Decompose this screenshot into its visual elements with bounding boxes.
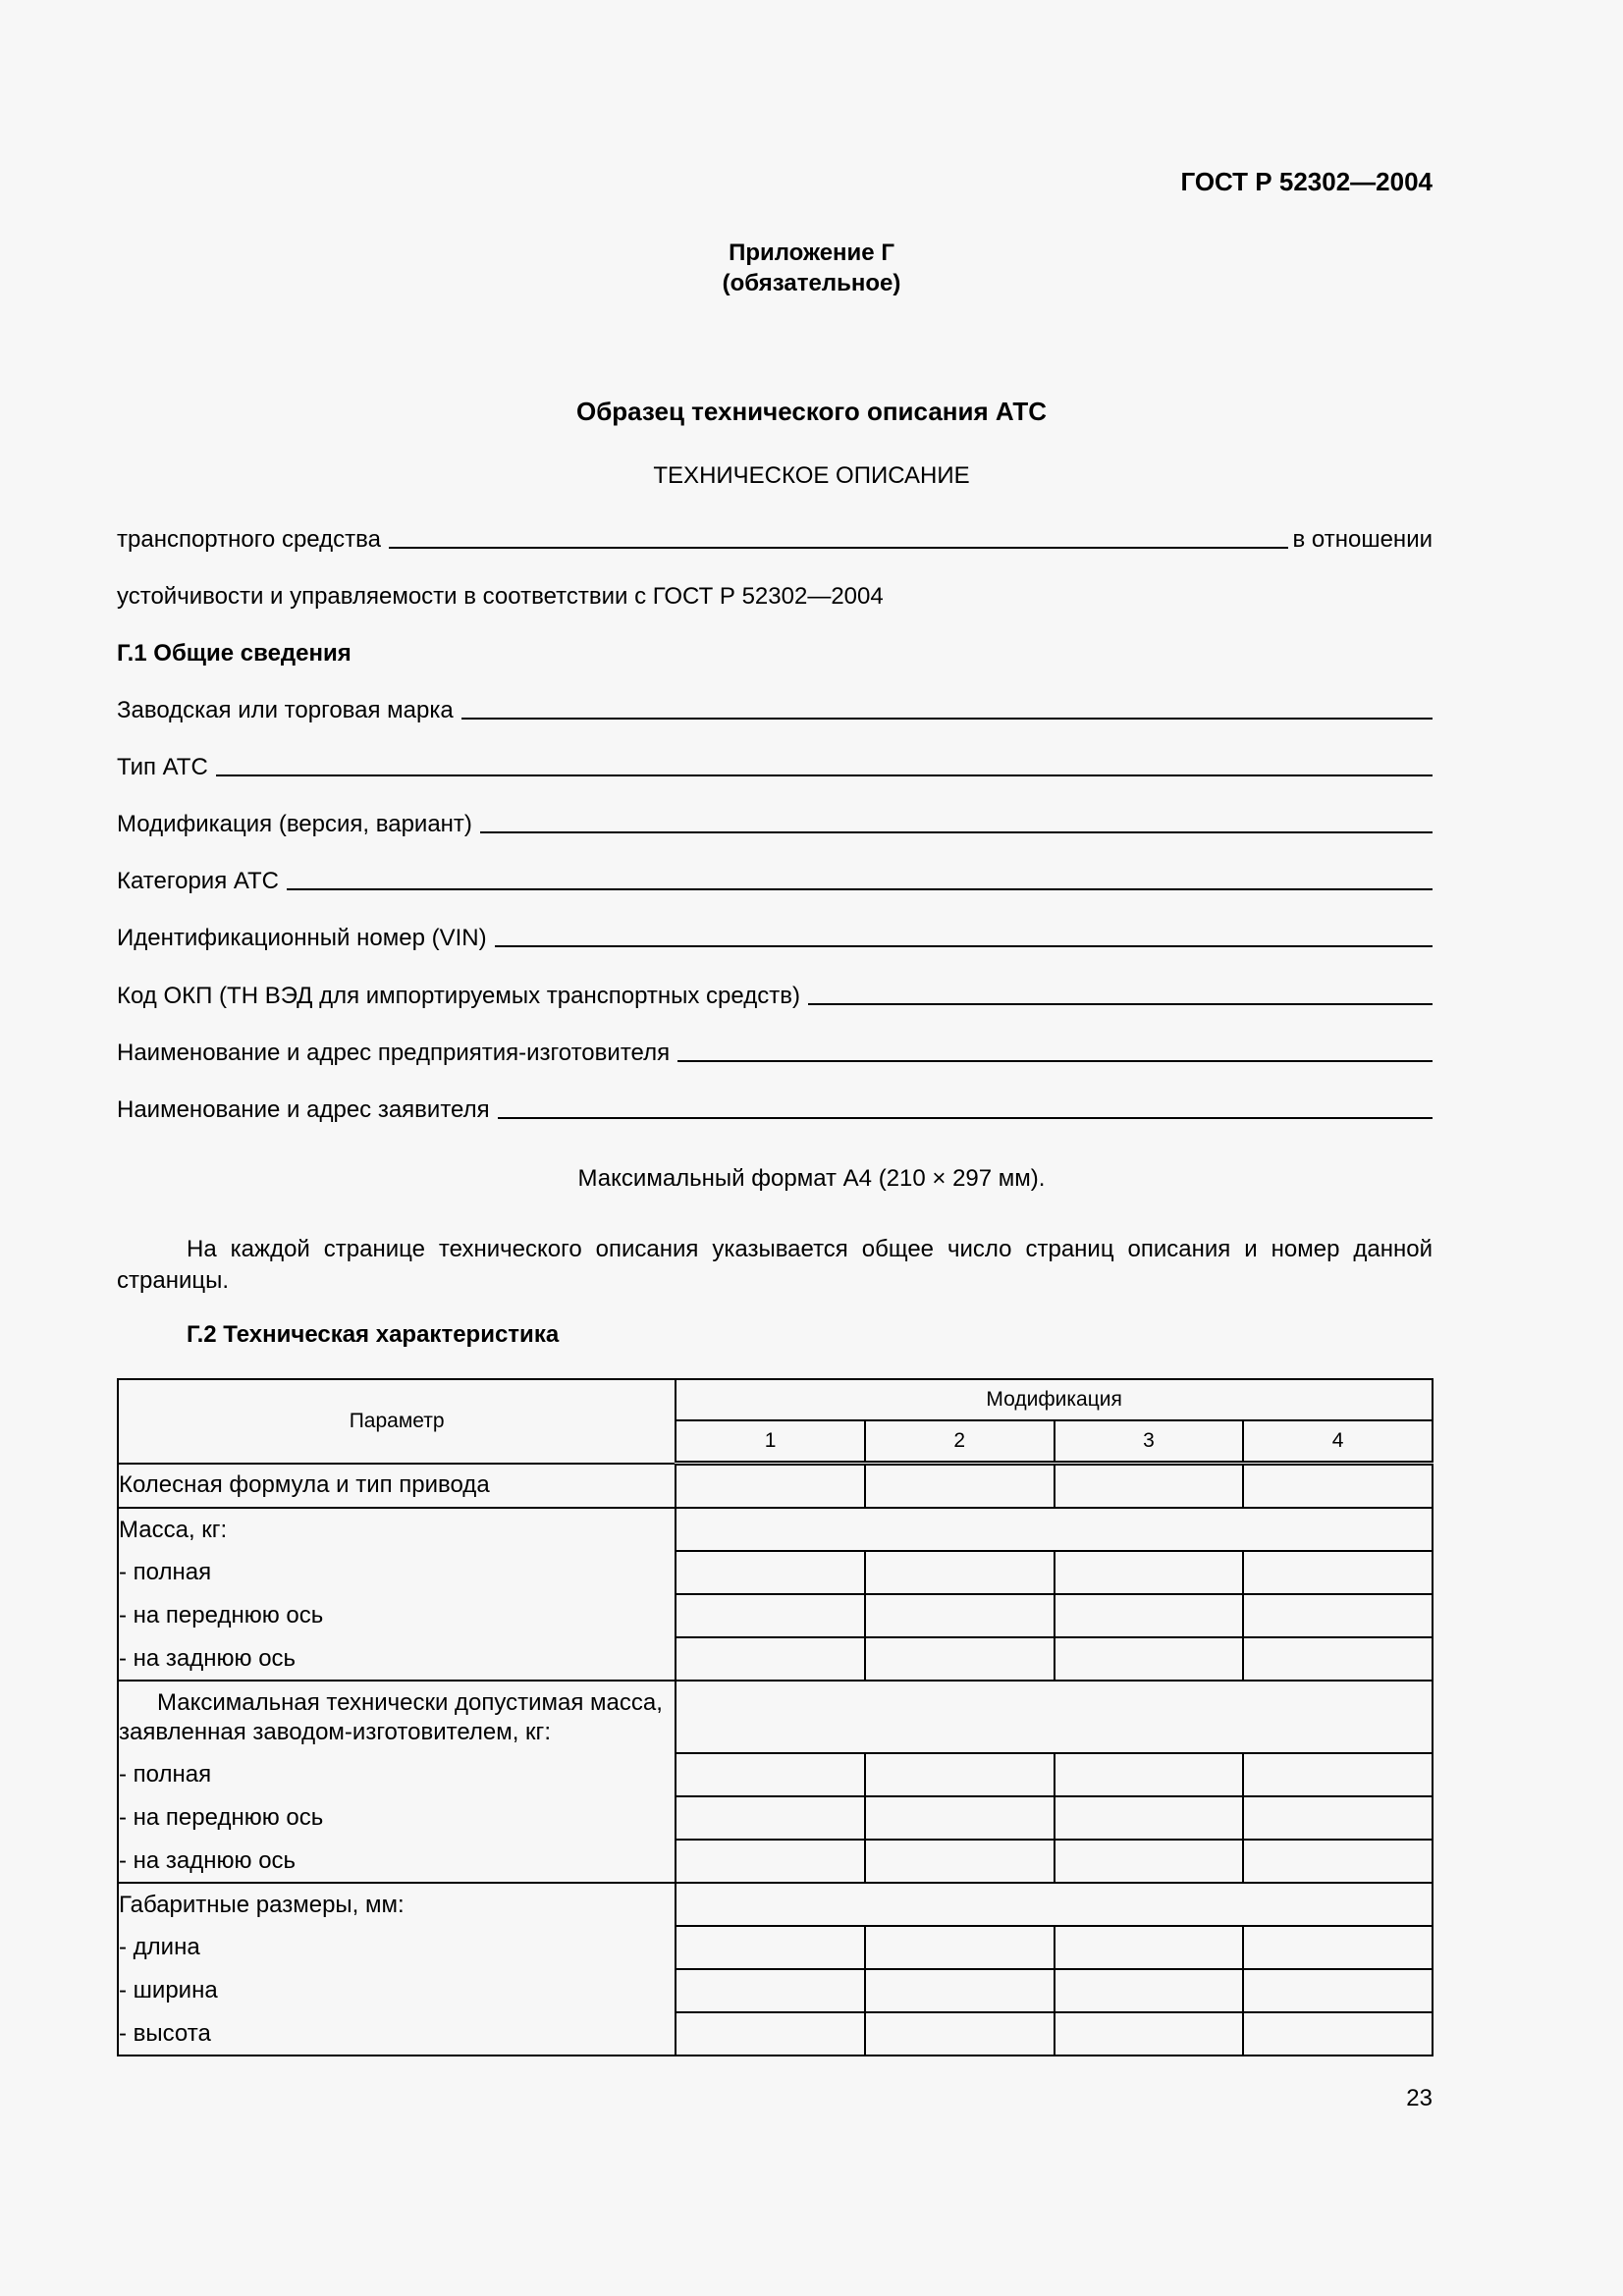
- blank-field[interactable]: [498, 1116, 1433, 1119]
- row-label: - длина: [118, 1926, 676, 1969]
- value-cell[interactable]: [1243, 1464, 1433, 1509]
- mod-column-header: 1: [676, 1420, 865, 1464]
- blank-field[interactable]: [808, 1002, 1433, 1005]
- format-note: Максимальный формат А4 (210 × 297 мм).: [577, 1165, 1046, 1192]
- row-label: - высота: [118, 2012, 676, 2056]
- field-applicant: [117, 1091, 1433, 1124]
- value-cell[interactable]: [865, 1969, 1055, 2012]
- value-cell[interactable]: [676, 1464, 865, 1509]
- vehicle-blank-field[interactable]: [389, 546, 1288, 549]
- value-cell[interactable]: [1243, 1637, 1433, 1681]
- field-label: Код ОКП (ТН ВЭД для импортируемых транспортных средств): [117, 983, 800, 1009]
- appendix-heading: [0, 238, 1623, 298]
- field-okp-code: [117, 977, 1433, 1010]
- field-vin: [117, 919, 1433, 952]
- appendix-title: Приложение Г: [729, 240, 894, 266]
- field-label: Наименование и адрес предприятия-изготовителя: [117, 1040, 671, 1066]
- field-modification: [117, 805, 1433, 838]
- blank-field[interactable]: [480, 830, 1433, 833]
- document-code: ГОСТ Р 52302—2004: [1180, 167, 1433, 196]
- field-manufacturer: [117, 1034, 1433, 1067]
- value-cell[interactable]: [1055, 2012, 1244, 2056]
- mod-column-header: 3: [1055, 1420, 1244, 1464]
- section-2-heading: Г.2 Техническая характеристика: [187, 1321, 560, 1348]
- table-row: [118, 1464, 1433, 1509]
- value-cell[interactable]: [676, 1753, 865, 1796]
- mod-column-header: 2: [865, 1420, 1055, 1464]
- value-cell[interactable]: [676, 1926, 865, 1969]
- sample-title: Образец технического описания АТС: [575, 397, 1048, 426]
- table-row: [118, 1969, 1433, 2012]
- value-cell[interactable]: [865, 1594, 1055, 1637]
- value-cell[interactable]: [1243, 1753, 1433, 1796]
- table-row: [118, 1594, 1433, 1637]
- mod-column-header: 4: [1243, 1420, 1433, 1464]
- field-label: Заводская или торговая марка: [117, 697, 454, 723]
- value-cell[interactable]: [1055, 1840, 1244, 1883]
- row-label: Габаритные размеры, мм:: [118, 1883, 676, 1926]
- value-cell[interactable]: [1055, 1753, 1244, 1796]
- value-cell[interactable]: [1055, 1926, 1244, 1969]
- value-cell[interactable]: [865, 1551, 1055, 1594]
- row-label: - на заднюю ось: [118, 1637, 676, 1681]
- value-cell[interactable]: [676, 2012, 865, 2056]
- intro-line-2: устойчивости и управляемости в соответствии с ГОСТ Р 52302—2004: [117, 583, 884, 610]
- field-label: Идентификационный номер (VIN): [117, 925, 487, 951]
- value-cell[interactable]: [865, 2012, 1055, 2056]
- value-cell[interactable]: [865, 1753, 1055, 1796]
- intro-line: [117, 520, 1433, 554]
- value-cell[interactable]: [865, 1796, 1055, 1840]
- page-number: 23: [1406, 2085, 1433, 2111]
- blank-field[interactable]: [495, 944, 1433, 947]
- row-label: - полная: [118, 1551, 676, 1594]
- value-cell[interactable]: [1243, 1840, 1433, 1883]
- row-label: - на переднюю ось: [118, 1796, 676, 1840]
- table-row: [118, 2012, 1433, 2056]
- value-cell[interactable]: [676, 1637, 865, 1681]
- value-cell[interactable]: [676, 1796, 865, 1840]
- row-label: - полная: [118, 1753, 676, 1796]
- table-row: [118, 1637, 1433, 1681]
- modification-header: Модификация: [676, 1379, 1433, 1420]
- field-label: Категория АТС: [117, 868, 279, 894]
- field-brand: [117, 691, 1433, 724]
- blank-field[interactable]: [461, 717, 1433, 720]
- table-row: [118, 1796, 1433, 1840]
- appendix-subtitle: (обязательное): [722, 270, 901, 296]
- intro-prefix: транспортного средства: [117, 526, 381, 553]
- field-label: Тип АТС: [117, 754, 208, 780]
- row-label: Масса, кг:: [118, 1508, 676, 1551]
- value-cell[interactable]: [865, 1840, 1055, 1883]
- blank-field[interactable]: [287, 887, 1433, 890]
- value-cell[interactable]: [1055, 1464, 1244, 1509]
- table-row: [118, 1508, 1433, 1551]
- row-label: Колесная формула и тип привода: [118, 1464, 676, 1509]
- value-cell[interactable]: [1243, 1594, 1433, 1637]
- field-category: [117, 862, 1433, 895]
- param-header: Параметр: [118, 1379, 676, 1464]
- section-1-heading: Г.1 Общие сведения: [117, 640, 352, 667]
- table-row: [118, 1681, 1433, 1753]
- value-cell[interactable]: [1243, 1969, 1433, 2012]
- field-label: Наименование и адрес заявителя: [117, 1096, 490, 1123]
- intro-suffix: в отношении: [1292, 526, 1433, 553]
- value-cell[interactable]: [1243, 1796, 1433, 1840]
- group-cell: [676, 1681, 1433, 1753]
- row-label: - на переднюю ось: [118, 1594, 676, 1637]
- row-label: - на заднюю ось: [118, 1840, 676, 1883]
- document-title: ТЕХНИЧЕСКОЕ ОПИСАНИЕ: [653, 462, 970, 489]
- value-cell[interactable]: [865, 1926, 1055, 1969]
- value-cell[interactable]: [1055, 1594, 1244, 1637]
- value-cell[interactable]: [1055, 1796, 1244, 1840]
- blank-field[interactable]: [677, 1059, 1433, 1062]
- table-row: [118, 1753, 1433, 1796]
- value-cell[interactable]: [676, 1840, 865, 1883]
- value-cell[interactable]: [1243, 1551, 1433, 1594]
- table-row: [118, 1883, 1433, 1926]
- field-label: Модификация (версия, вариант): [117, 811, 472, 837]
- value-cell[interactable]: [676, 1594, 865, 1637]
- table-row: [118, 1551, 1433, 1594]
- blank-field[interactable]: [216, 774, 1433, 776]
- group-cell: [676, 1508, 1433, 1551]
- value-cell[interactable]: [1243, 2012, 1433, 2056]
- table-header-row: [118, 1379, 1433, 1420]
- row-label: - ширина: [118, 1969, 676, 2012]
- group-cell: [676, 1883, 1433, 1926]
- table-row: [118, 1840, 1433, 1883]
- value-cell[interactable]: [1055, 1551, 1244, 1594]
- value-cell[interactable]: [865, 1464, 1055, 1509]
- value-cell[interactable]: [676, 1551, 865, 1594]
- value-cell[interactable]: [676, 1969, 865, 2012]
- value-cell[interactable]: [865, 1637, 1055, 1681]
- paragraph: На каждой странице технического описания указывается общее число страниц описания и номер данной страницы.: [117, 1236, 1433, 1294]
- field-vehicle-type: [117, 748, 1433, 781]
- table-row: [118, 1926, 1433, 1969]
- row-label: Максимальная технически допустимая масса, заявленная заводом-изготовителем, кг:: [118, 1681, 676, 1753]
- specs-table: [117, 1378, 1434, 2056]
- value-cell[interactable]: [1055, 1969, 1244, 2012]
- value-cell[interactable]: [1055, 1637, 1244, 1681]
- value-cell[interactable]: [1243, 1926, 1433, 1969]
